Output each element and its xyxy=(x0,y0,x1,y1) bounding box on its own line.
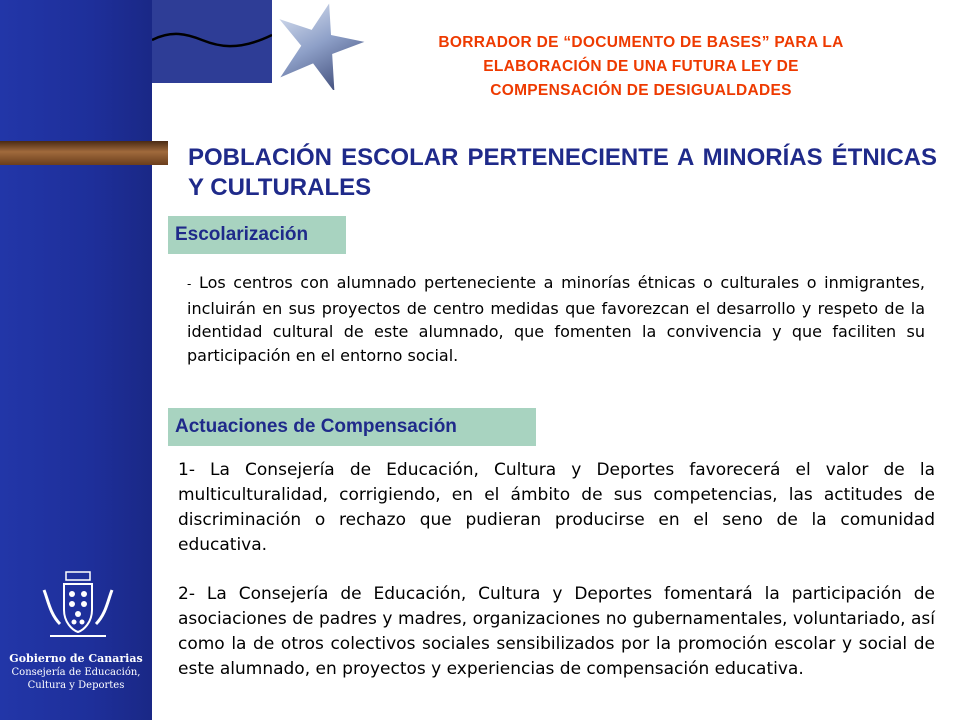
government-block xyxy=(0,652,152,692)
header-line-3: COMPENSACIÓN DE DESIGUALDADES xyxy=(490,82,792,99)
section-label-escolarizacion: Escolarización xyxy=(168,216,346,254)
header-line-2: ELABORACIÓN DE UNA FUTURA LEY DE xyxy=(483,58,799,75)
actuaciones-item-1: 1- La Consejería de Educación, Cultura y Deportes favorecerá el valor de la multiculturalidad, corrigiendo, en el ámbito de sus competencias, las actitudes de discriminación o rechazo que pudieran producirse en el seno de la comunidad educativa. xyxy=(178,460,935,555)
star-icon xyxy=(270,0,366,90)
section-label-actuaciones: Actuaciones de Compensación xyxy=(168,408,536,446)
escolarizacion-paragraph xyxy=(187,271,925,367)
department-line-1: Consejería de Educación, xyxy=(11,667,141,678)
actuaciones-item-2: 2- La Consejería de Educación, Cultura y Deportes fomentará la participación de asociaciones de padres y madres, organizaciones no gubernamentales, voluntariado, así como la de otros colectivos sociales sensibilizados por la promoción escolar y social de este alumnado, en proyectos y experiencias de compensación educativa. xyxy=(178,584,935,679)
escolarizacion-text: Los centros con alumnado perteneciente a minorías étnicas o culturales o inmigrantes, incluirán en sus proyectos de centro medidas que favorezcan el desarrollo y respeto de la identidad cultural de este alumnado, que fomenten la convivencia y que faciliten su participación en el entorno social. xyxy=(187,273,925,365)
sidebar-accent-bar xyxy=(0,141,168,165)
header-line-1: BORRADOR DE “DOCUMENTO DE BASES” PARA LA xyxy=(438,34,844,51)
bullet-dash: - xyxy=(187,277,192,291)
coat-of-arms-icon xyxy=(36,570,120,646)
wave-icon xyxy=(152,0,272,83)
document-header xyxy=(356,31,926,103)
page-title: POBLACIÓN ESCOLAR PERTENECIENTE A MINORÍAS ÉTNICAS Y CULTURALES xyxy=(188,144,937,201)
government-name: Gobierno de Canarias xyxy=(9,652,143,665)
department-line-2: Cultura y Deportes xyxy=(27,680,125,691)
header-logo-box xyxy=(152,0,272,83)
